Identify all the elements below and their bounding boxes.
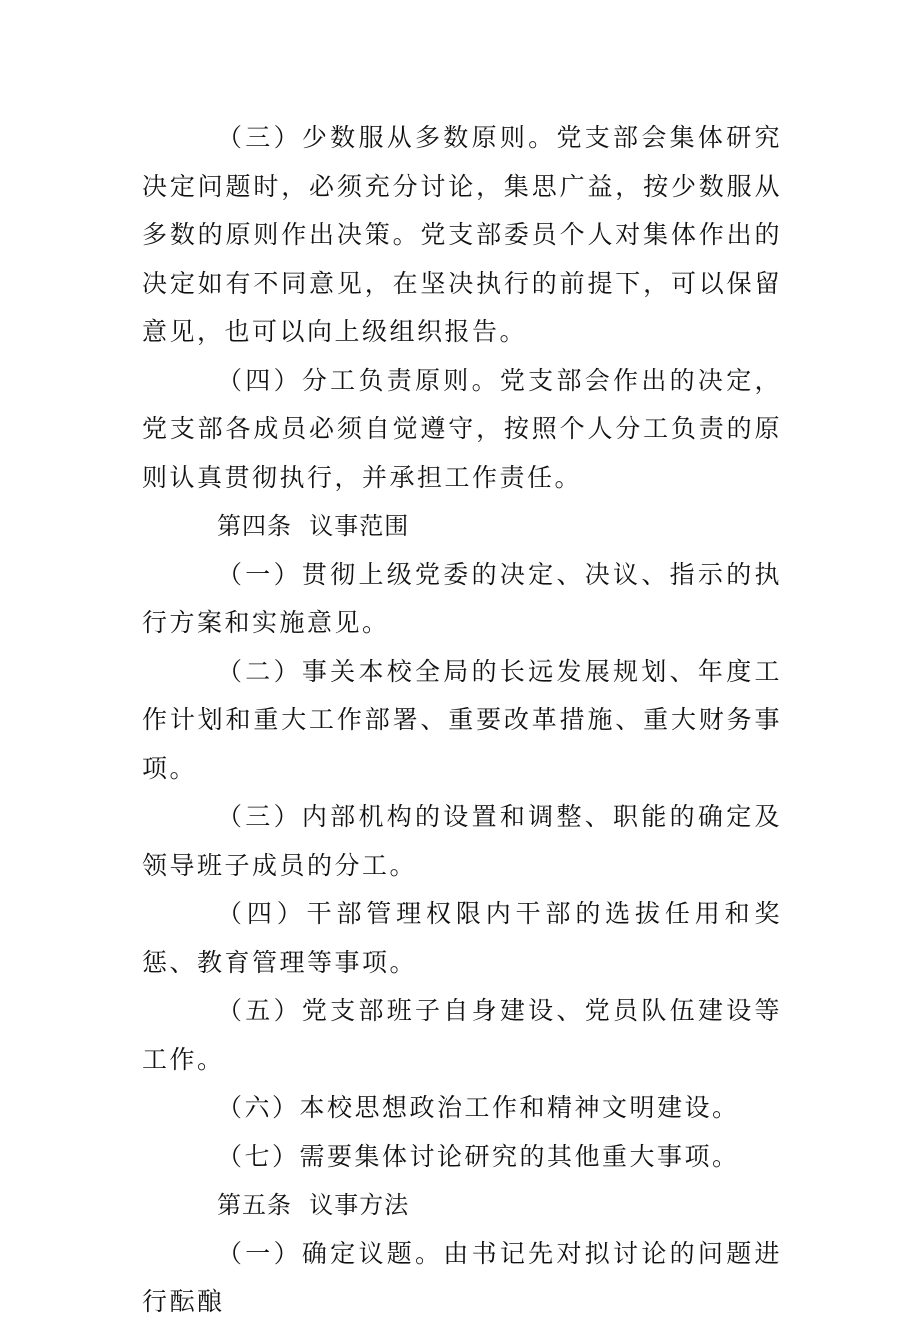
paragraph-scope-3: （三）内部机构的设置和调整、职能的确定及领导班子成员的分工。 — [142, 802, 782, 880]
section-heading-article-4: 第四条 议事范围 — [217, 512, 410, 540]
paragraph-principle-4: （四）分工负责原则。党支部会作出的决定，党支部各成员必须自觉遵守，按照个人分工负责的原则认真贯彻执行，并承担工作责任。 — [142, 365, 782, 492]
paragraph-method-1: （一）确定议题。由书记先对拟讨论的问题进行酝酿 — [142, 1238, 782, 1316]
paragraph-scope-1: （一）贯彻上级党委的决定、决议、指示的执行方案和实施意见。 — [142, 559, 782, 637]
paragraph-principle-3: （三）少数服从多数原则。党支部会集体研究决定问题时，必须充分讨论，集思广益，按少数服从多数的原则作出决策。党支部委员个人对集体作出的决定如有不同意见，在坚决执行的前提下，可以保留意见，也可以向上级组织报告。 — [142, 123, 782, 346]
paragraph-scope-5: （五）党支部班子自身建设、党员队伍建设等工作。 — [142, 996, 782, 1074]
paragraph-scope-6: （六）本校思想政治工作和精神文明建设。 — [217, 1093, 740, 1122]
paragraph-scope-2: （二）事关本校全局的长远发展规划、年度工作计划和重大工作部署、重要改革措施、重大财务事项。 — [142, 656, 782, 783]
section-heading-article-5: 第五条 议事方法 — [217, 1191, 410, 1219]
paragraph-scope-4: （四）干部管理权限内干部的选拔任用和奖惩、教育管理等事项。 — [142, 899, 782, 977]
document-body — [142, 114, 782, 1327]
paragraph-scope-7: （七）需要集体讨论研究的其他重大事项。 — [217, 1141, 740, 1171]
